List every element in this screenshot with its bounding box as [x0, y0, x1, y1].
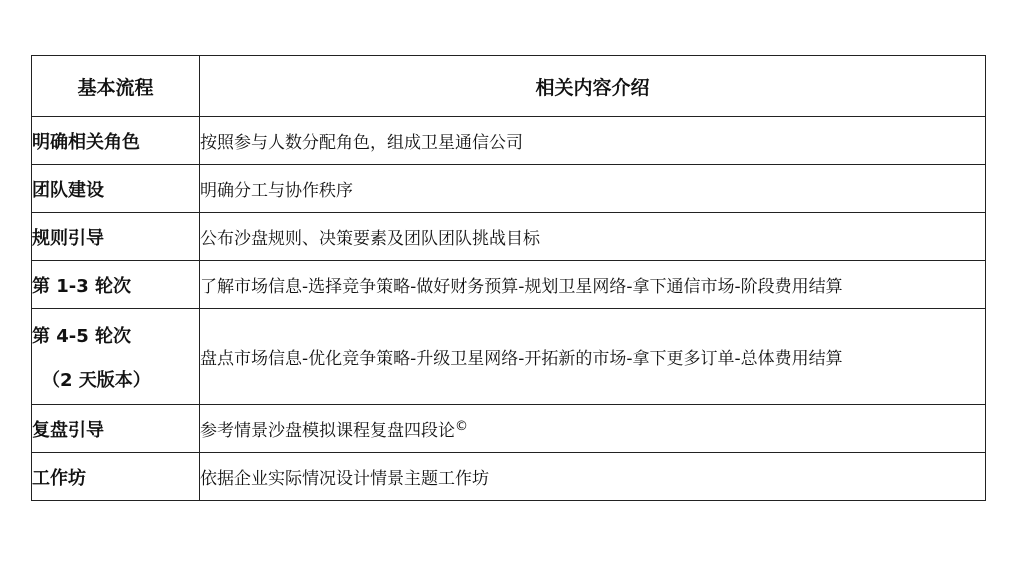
step-cell: 规则引导 [32, 213, 200, 261]
desc-cell: 明确分工与协作秩序 [200, 165, 986, 213]
step-cell: 明确相关角色 [32, 117, 200, 165]
step-cell: 工作坊 [32, 453, 200, 501]
step-cell: 团队建设 [32, 165, 200, 213]
header-basic-process: 基本流程 [32, 56, 200, 117]
table-row [32, 213, 986, 261]
desc-cell: 按照参与人数分配角色，组成卫星通信公司 [200, 117, 986, 165]
step-label: 第 4-5 轮次 [32, 325, 132, 347]
step-cell: 复盘引导 [32, 405, 200, 453]
table-row [32, 309, 986, 405]
desc-cell: 公布沙盘规则、决策要素及团队团队挑战目标 [200, 213, 986, 261]
process-table [31, 55, 986, 501]
table-row [32, 165, 986, 213]
copyright-mark: © [455, 419, 468, 434]
table-row [32, 453, 986, 501]
step-version-note: （2 天版本） [42, 369, 151, 391]
step-cell [32, 309, 200, 405]
table-row [32, 261, 986, 309]
table-row [32, 405, 986, 453]
desc-text: 参考情景沙盘模拟课程复盘四段论 [200, 421, 455, 441]
step-cell: 第 1-3 轮次 [32, 261, 200, 309]
desc-cell: 了解市场信息-选择竞争策略-做好财务预算-规划卫星网络-拿下通信市场-阶段费用结算 [200, 261, 986, 309]
desc-cell [200, 405, 986, 453]
header-related-content: 相关内容介绍 [200, 56, 986, 117]
desc-cell: 依据企业实际情况设计情景主题工作坊 [200, 453, 986, 501]
table-row [32, 117, 986, 165]
table-header-row [32, 56, 986, 117]
desc-cell: 盘点市场信息-优化竞争策略-升级卫星网络-开拓新的市场-拿下更多订单-总体费用结算 [200, 309, 986, 405]
